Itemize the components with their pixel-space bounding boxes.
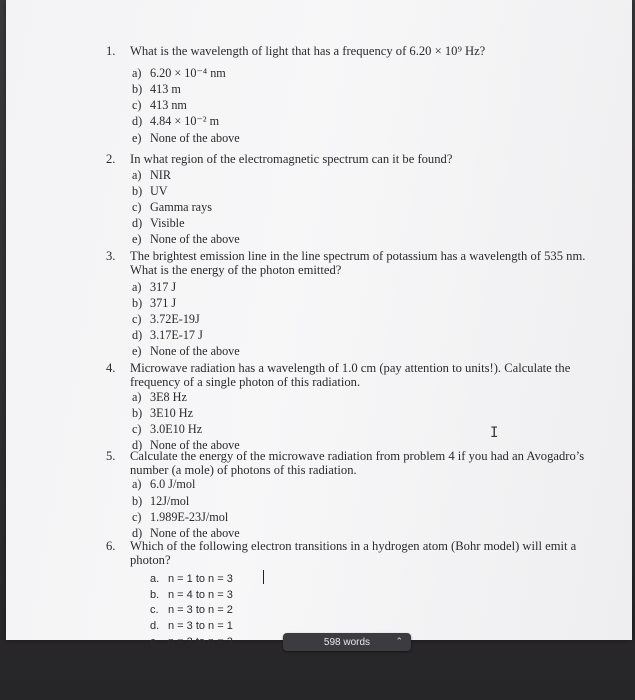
question-number: 6. xyxy=(106,539,116,553)
option-text: 413 m xyxy=(150,82,181,96)
option-letter: b) xyxy=(132,494,143,508)
option-letter: e) xyxy=(132,232,142,246)
option-text: 12J/mol xyxy=(150,494,190,508)
answer-option xyxy=(132,281,176,294)
option-text: Visible xyxy=(150,216,185,230)
option-text: 1.989E-23J/mol xyxy=(150,510,229,524)
option-text: 3E10 Hz xyxy=(150,406,193,420)
question-number: 5. xyxy=(106,449,116,463)
answer-option xyxy=(132,423,202,436)
option-letter: c) xyxy=(132,422,142,436)
answer-option xyxy=(132,297,176,310)
answer-option xyxy=(150,620,233,633)
option-text: 3.72E-19J xyxy=(150,312,200,326)
option-text: 413 nm xyxy=(150,98,187,112)
answer-option xyxy=(132,185,168,198)
option-letter: a) xyxy=(132,280,142,294)
question-text: The brightest emission line in the line spectrum of potassium has a wavelength of 535 nm. xyxy=(130,249,586,263)
option-letter: d) xyxy=(132,114,143,128)
question-text: What is the wavelength of light that has a frequency of 6.20 × 10⁹ Hz? xyxy=(130,44,486,58)
option-text: 317 J xyxy=(150,280,177,294)
option-letter: e) xyxy=(132,344,142,358)
answer-option xyxy=(132,67,226,80)
option-text: 6.20 × 10⁻⁴ nm xyxy=(150,66,226,80)
option-letter: a) xyxy=(132,390,142,404)
option-text: Gamma rays xyxy=(150,200,212,214)
answer-option xyxy=(150,589,233,602)
answer-option xyxy=(132,345,240,358)
chevron-up-down-icon[interactable]: ⌃ xyxy=(395,636,403,646)
option-letter: a) xyxy=(132,66,142,80)
option-text: n = 4 to n = 3 xyxy=(168,589,233,601)
option-letter: c) xyxy=(132,510,142,524)
question-text: photon? xyxy=(130,553,171,567)
answer-option xyxy=(150,604,233,617)
question-number: 1. xyxy=(106,44,116,58)
option-letter: d) xyxy=(132,438,143,452)
option-text: 3.17E-17 J xyxy=(150,328,203,342)
option-text: 6.0 J/mol xyxy=(150,477,196,491)
answer-option xyxy=(132,132,240,145)
option-letter: d) xyxy=(132,328,143,342)
question-number: 4. xyxy=(106,361,116,375)
question-text: frequency of a single photon of this radiation. xyxy=(130,375,361,389)
option-letter: c) xyxy=(132,312,142,326)
option-letter: b) xyxy=(132,406,143,420)
word-count-label: 598 words xyxy=(323,636,371,648)
answer-option xyxy=(132,478,195,491)
question-number: 2. xyxy=(106,152,116,166)
option-text: n = 3 to n = 1 xyxy=(168,620,233,632)
option-text: NIR xyxy=(150,168,171,182)
question-text: number (a mole) of photons of this radiation. xyxy=(130,463,357,477)
option-letter: c) xyxy=(132,200,142,214)
question-text: In what region of the electromagnetic spectrum can it be found? xyxy=(130,152,453,166)
answer-option xyxy=(132,233,240,246)
option-text: None of the above xyxy=(150,232,240,246)
option-text: n = 1 to n = 3 xyxy=(168,573,233,585)
option-text: 3.0E10 Hz xyxy=(150,422,203,436)
option-text: n = 2 to n = 3 xyxy=(168,636,233,648)
option-text: UV xyxy=(150,184,168,198)
answer-option xyxy=(132,83,181,96)
option-text: 3E8 Hz xyxy=(150,390,187,404)
answer-option xyxy=(150,573,233,586)
option-letter: a. xyxy=(150,573,160,585)
option-letter: c) xyxy=(132,98,142,112)
option-letter: a) xyxy=(132,477,142,491)
answer-option xyxy=(132,99,187,112)
option-letter: b) xyxy=(132,296,143,310)
option-letter: b) xyxy=(132,82,143,96)
question-text: What is the energy of the photon emitted? xyxy=(130,263,342,277)
option-text: 371 J xyxy=(150,296,177,310)
option-letter: c. xyxy=(150,604,159,616)
answer-option xyxy=(132,407,193,420)
answer-option xyxy=(150,636,233,649)
answer-option xyxy=(132,391,187,404)
option-text: None of the above xyxy=(150,131,240,145)
answer-option xyxy=(132,217,184,230)
option-letter: b) xyxy=(132,184,143,198)
option-text: None of the above xyxy=(150,526,240,540)
question-text: Microwave radiation has a wavelength of 1.0 cm (pay attention to units!). Calculate the xyxy=(130,361,571,375)
answer-option xyxy=(132,511,228,524)
option-letter: d) xyxy=(132,216,143,230)
answer-option xyxy=(132,313,200,326)
insertion-caret xyxy=(263,570,264,584)
option-text: None of the above xyxy=(150,344,240,358)
option-letter: e) xyxy=(132,131,142,145)
option-text: 4.84 × 10⁻² m xyxy=(150,114,220,128)
option-letter: a) xyxy=(132,168,142,182)
answer-option xyxy=(132,495,189,508)
text-cursor-icon: I xyxy=(490,425,499,441)
option-letter: d) xyxy=(132,526,143,540)
option-letter: e. xyxy=(150,636,160,648)
answer-option xyxy=(132,201,212,214)
word-count-indicator[interactable] xyxy=(283,633,411,651)
option-letter: d. xyxy=(150,620,160,632)
answer-option xyxy=(132,169,171,182)
option-letter: b. xyxy=(150,589,160,601)
answer-option xyxy=(132,115,219,128)
option-text: None of the above xyxy=(150,438,240,452)
question-text: Calculate the energy of the microwave radiation from problem 4 if you had an Avogadro’s xyxy=(130,449,585,463)
question-text: Which of the following electron transitions in a hydrogen atom (Bohr model) will emit a xyxy=(130,539,577,553)
option-text: n = 3 to n = 2 xyxy=(168,604,233,616)
answer-option xyxy=(132,329,203,342)
question-number: 3. xyxy=(106,249,116,263)
